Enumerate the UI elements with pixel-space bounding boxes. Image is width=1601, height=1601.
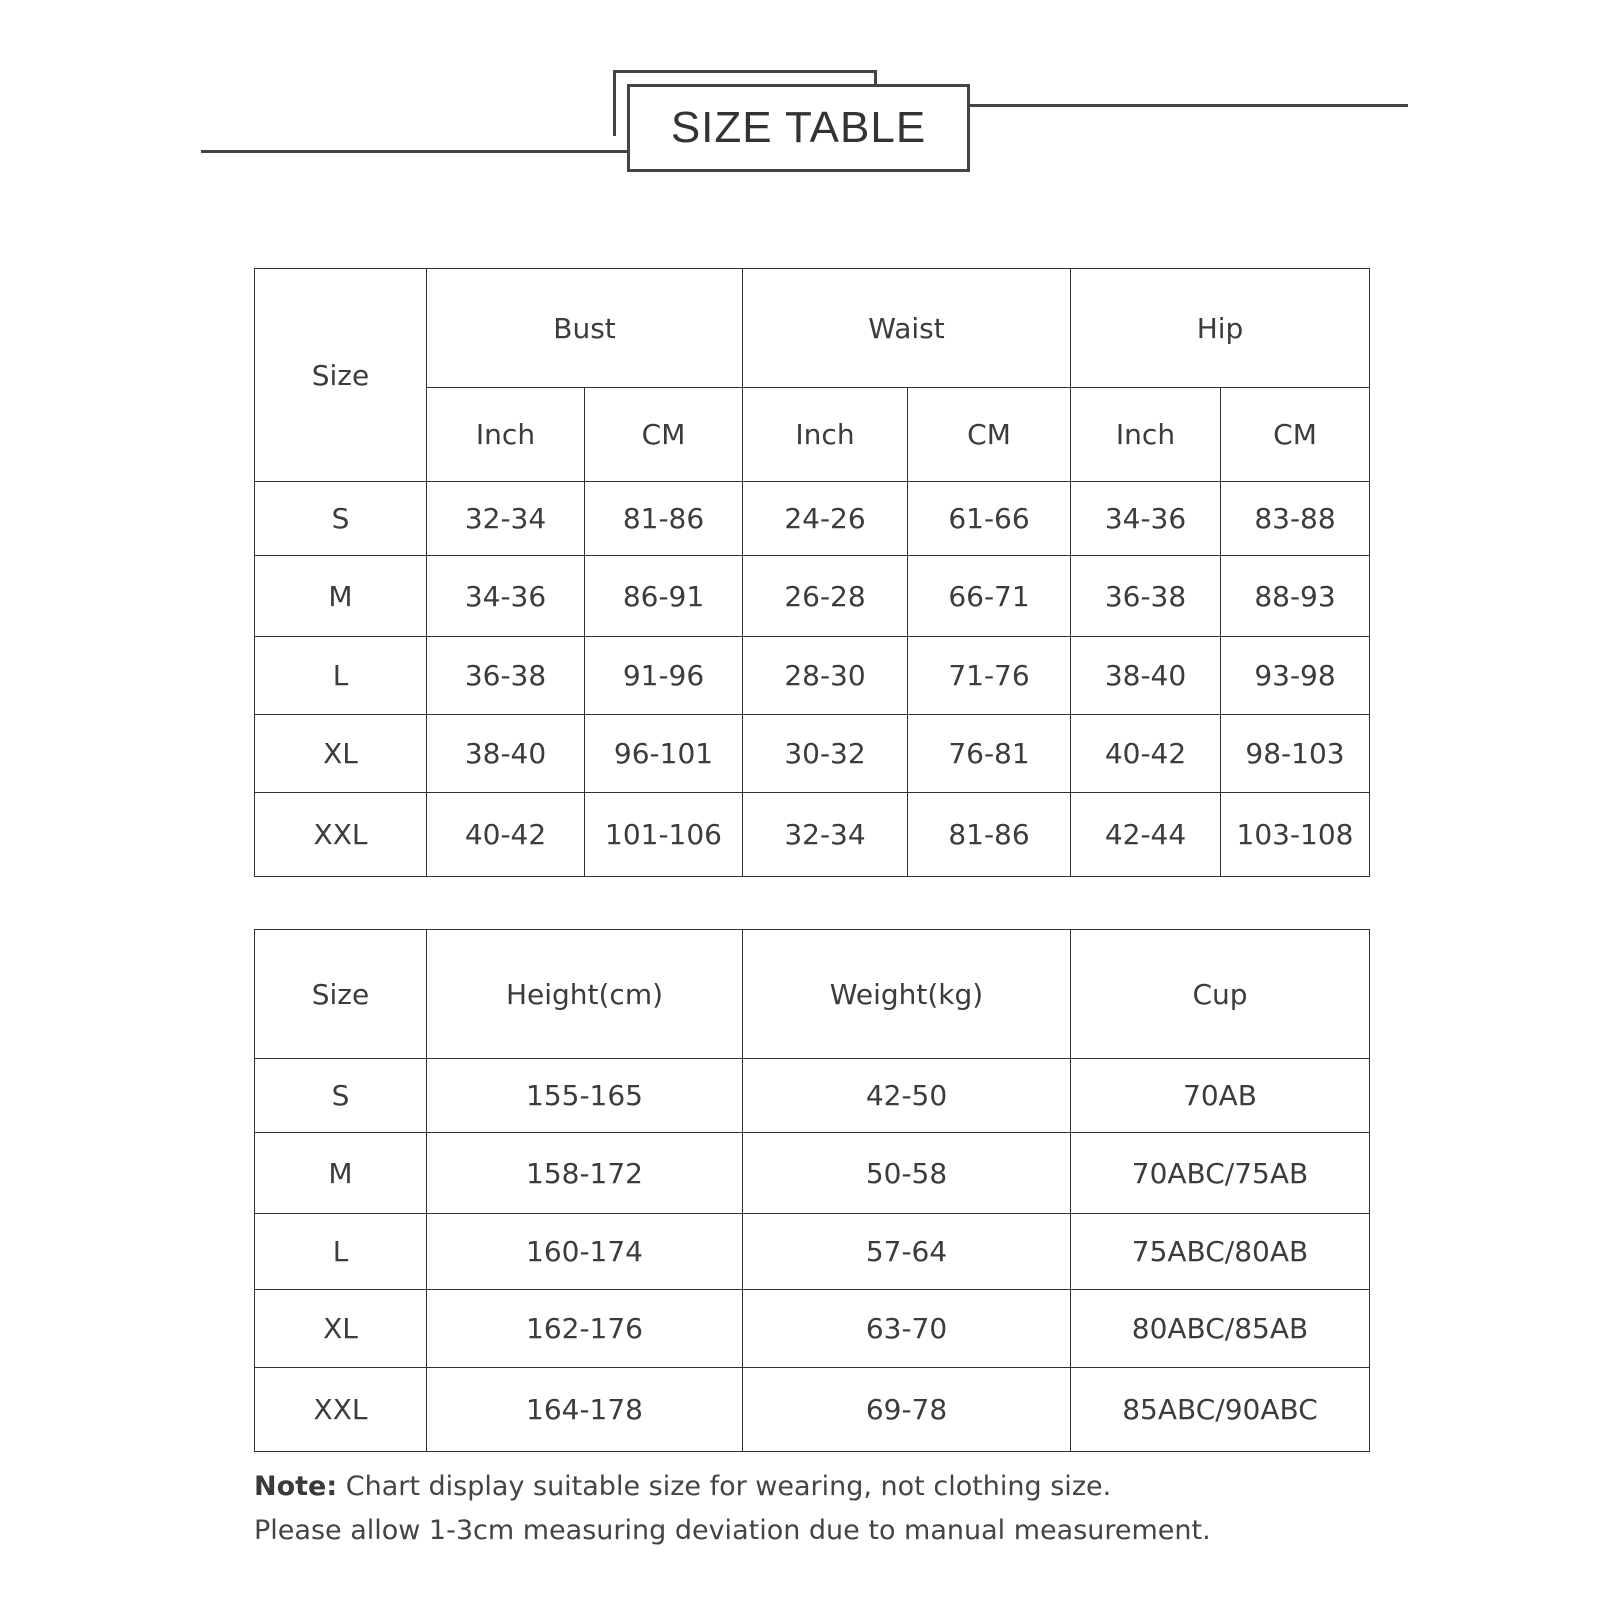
size-cell: L (255, 637, 427, 715)
value-cell: 36-38 (427, 637, 585, 715)
value-cell: 42-50 (743, 1059, 1071, 1133)
value-cell: 34-36 (1071, 482, 1221, 556)
fit-header-cup: Cup (1071, 930, 1370, 1059)
value-cell: 91-96 (585, 637, 743, 715)
value-cell: 93-98 (1221, 637, 1370, 715)
value-cell: 75ABC/80AB (1071, 1214, 1370, 1290)
fit-header-weight: Weight(kg) (743, 930, 1071, 1059)
unit-header: Inch (743, 388, 908, 482)
fit-header-row (255, 930, 1370, 1059)
value-cell: 88-93 (1221, 556, 1370, 637)
table-row (255, 1133, 1370, 1214)
value-cell: 34-36 (427, 556, 585, 637)
note-line-2 (254, 1515, 1211, 1546)
value-cell: 70AB (1071, 1059, 1370, 1133)
table-row (255, 1290, 1370, 1368)
value-cell: 42-44 (1071, 793, 1221, 877)
measurements-table (254, 268, 1370, 877)
value-cell: 83-88 (1221, 482, 1370, 556)
group-header-row (255, 269, 1370, 388)
table-row (255, 637, 1370, 715)
table-row (255, 1368, 1370, 1452)
value-cell: 85ABC/90ABC (1071, 1368, 1370, 1452)
value-cell: 26-28 (743, 556, 908, 637)
value-cell: 103-108 (1221, 793, 1370, 877)
size-cell: M (255, 556, 427, 637)
group-header-waist: Waist (743, 269, 1071, 388)
value-cell: 71-76 (908, 637, 1071, 715)
fit-header-height: Height(cm) (427, 930, 743, 1059)
table-row (255, 556, 1370, 637)
value-cell: 50-58 (743, 1133, 1071, 1214)
page-title: SIZE TABLE (670, 103, 927, 152)
unit-header: CM (585, 388, 743, 482)
title-banner (0, 0, 1601, 200)
size-cell: XXL (255, 793, 427, 877)
size-cell: S (255, 1059, 427, 1133)
unit-header: CM (1221, 388, 1370, 482)
table-row (255, 1059, 1370, 1133)
size-cell: XL (255, 715, 427, 793)
value-cell: 69-78 (743, 1368, 1071, 1452)
fit-header-size: Size (255, 930, 427, 1059)
value-cell: 81-86 (585, 482, 743, 556)
value-cell: 155-165 (427, 1059, 743, 1133)
value-cell: 162-176 (427, 1290, 743, 1368)
size-cell: XXL (255, 1368, 427, 1452)
value-cell: 101-106 (585, 793, 743, 877)
unit-header: Inch (1071, 388, 1221, 482)
table-row (255, 482, 1370, 556)
value-cell: 63-70 (743, 1290, 1071, 1368)
note-label: Note: (254, 1471, 338, 1502)
value-cell: 32-34 (427, 482, 585, 556)
fit-table (254, 929, 1370, 1452)
table-row (255, 715, 1370, 793)
title-line-left (201, 150, 671, 153)
value-cell: 96-101 (585, 715, 743, 793)
table-row (255, 793, 1370, 877)
value-cell: 80ABC/85AB (1071, 1290, 1370, 1368)
value-cell: 57-64 (743, 1214, 1071, 1290)
size-cell: L (255, 1214, 427, 1290)
value-cell: 98-103 (1221, 715, 1370, 793)
size-cell: M (255, 1133, 427, 1214)
value-cell: 76-81 (908, 715, 1071, 793)
value-cell: 38-40 (427, 715, 585, 793)
value-cell: 66-71 (908, 556, 1071, 637)
value-cell: 24-26 (743, 482, 908, 556)
value-cell: 160-174 (427, 1214, 743, 1290)
value-cell: 81-86 (908, 793, 1071, 877)
value-cell: 28-30 (743, 637, 908, 715)
value-cell: 40-42 (1071, 715, 1221, 793)
unit-header: Inch (427, 388, 585, 482)
size-cell: S (255, 482, 427, 556)
value-cell: 40-42 (427, 793, 585, 877)
unit-header: CM (908, 388, 1071, 482)
value-cell: 70ABC/75AB (1071, 1133, 1370, 1214)
group-header-bust: Bust (427, 269, 743, 388)
note-text-1: Chart display suitable size for wearing, not clothing size. (345, 1471, 1112, 1502)
group-header-hip: Hip (1071, 269, 1370, 388)
note-line-1 (254, 1471, 1111, 1502)
table-row (255, 1214, 1370, 1290)
size-cell: XL (255, 1290, 427, 1368)
value-cell: 158-172 (427, 1133, 743, 1214)
title-line-right (932, 104, 1408, 107)
value-cell: 86-91 (585, 556, 743, 637)
value-cell: 36-38 (1071, 556, 1221, 637)
note-text-2: Please allow 1-3cm measuring deviation due to manual measurement. (254, 1515, 1211, 1546)
value-cell: 32-34 (743, 793, 908, 877)
value-cell: 61-66 (908, 482, 1071, 556)
value-cell: 30-32 (743, 715, 908, 793)
size-header: Size (255, 269, 427, 482)
value-cell: 38-40 (1071, 637, 1221, 715)
value-cell: 164-178 (427, 1368, 743, 1452)
